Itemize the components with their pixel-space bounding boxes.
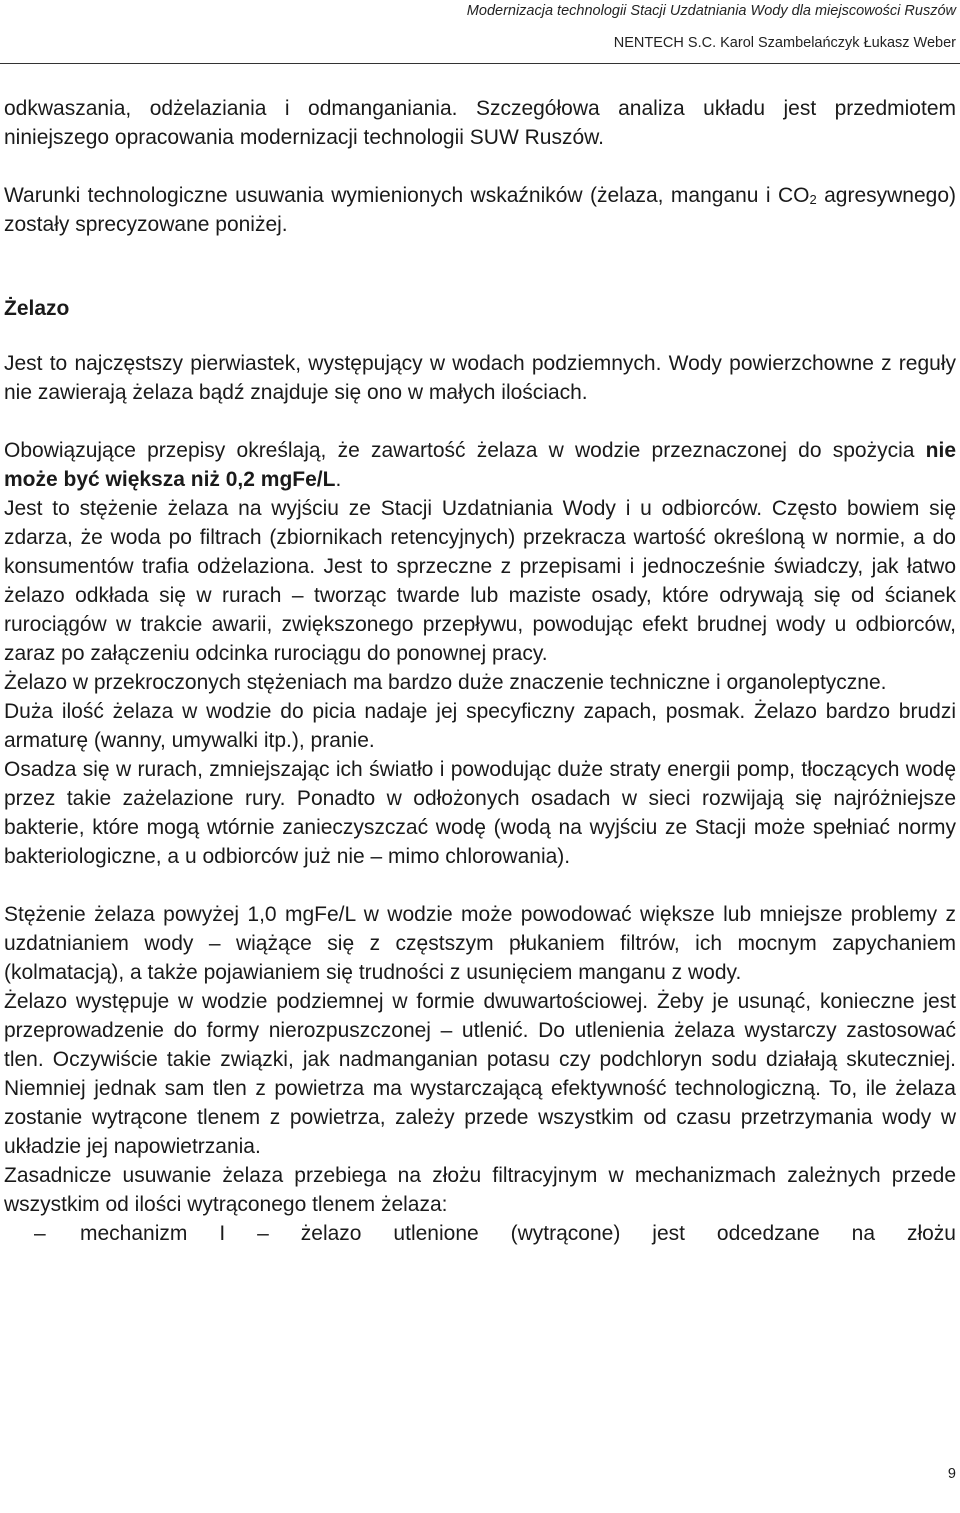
paragraph: Jest to stężenie żelaza na wyjściu ze Stacji Uzdatniania Wody i u odbiorców. Często bowiem się zdarza, że woda po filtrach (zbiornikach retencyjnych) przekracza wartość określoną w normie, a do konsumentów trafia odżelaziona. Jest to sprzeczne z przepisami i jednocześnie świadczy, jak łatwo żelazo odkłada się w rurach – tworząc twarde lub maziste osady, które odrywają się od ścianek rurociągów w trakcie awarii, zwiększonego przepływu, powodując efekt brudnej wody u odbiorców, zaraz po załączeniu odcinka rurociągu do ponownej pracy. <box>4 497 956 665</box>
paragraph: Stężenie żelaza powyżej 1,0 mgFe/L w wodzie może powodować większe lub mniejsze problemy z uzdatnianiem wody – wiążące się z częstszym płukaniem filtrów, ich mocnym zapychaniem (kolmatacją), a także pojawianiem się trudności z usunięciem manganu z wody. <box>4 903 956 984</box>
paragraph: Duża ilość żelaza w wodzie do picia nadaje jej specyficzny zapach, posmak. Żelazo bardzo brudzi armaturę (wanny, umywalki itp.), pranie. <box>4 700 956 752</box>
paragraph: Zasadnicze usuwanie żelaza przebiega na złożu filtracyjnym w mechanizmach zależnych przede wszystkim od ilości wytrąconego tlenem żelaza: <box>4 1164 956 1216</box>
company-name: NENTECH S.C. Karol Szambelańczyk Łukasz Weber <box>613 35 956 51</box>
header-rule <box>0 63 960 64</box>
paragraph: Obowiązujące przepisy określają, że zawartość żelaza w wodzie przeznaczonej do spożycia nie może być większa niż 0,2 mgFe/L. <box>4 439 956 491</box>
document-title: Modernizacja technologii Stacji Uzdatniania Wody dla miejscowości Ruszów <box>466 3 956 19</box>
limit-value: nie może być większa niż 0,2 mgFe/L <box>4 439 956 491</box>
paragraph: Warunki technologiczne usuwania wymienionych wskaźników (żelaza, manganu i $CO_2$ agresywnego) zostały sprecyzowane poniżej. <box>4 184 956 236</box>
paragraph: odkwaszania, odżelaziania i odmanganiania. Szczegółowa analiza układu jest przedmiotem niniejszego opracowania modernizacji technologii SUW Ruszów. <box>4 97 956 149</box>
running-header <box>467 0 956 53</box>
section-heading: Żelazo <box>4 297 70 320</box>
list-item <box>4 1219 956 1248</box>
paragraph: Jest to najczęstszy pierwiastek, występujący w wodach podziemnych. Wody powierzchowne z reguły nie zawierają żelaza bądź znajduje się ono w małych ilościach. <box>4 352 956 404</box>
paragraph: Żelazo w przekroczonych stężeniach ma bardzo duże znaczenie techniczne i organoleptyczne. <box>4 671 887 694</box>
paragraph: Osadza się w rurach, zmniejszając ich światło i powodując duże straty energii pomp, tłoczących wodę przez takie zażelazione rury. Ponadto w odłożonych osadach w sieci rozwijają się najróżniejsze bakterie, które mogą wtórnie zanieczyszczać wodę (wodą na wyjściu ze Stacji może spełniać normy bakteriologiczne, a u odbiorców już nie – mimo chlorowania). <box>4 758 956 868</box>
page-number: 9 <box>947 1466 956 1482</box>
paragraph: Żelazo występuje w wodzie podziemnej w formie dwuwartościowej. Żeby je usunąć, konieczne jest przeprowadzenie do formy nierozpuszczonej – utlenić. Do utlenienia żelaza wystarczy zastosować tlen. Oczywiście takie związki, jak nadmanganian potasu czy podchloryn sodu działają skuteczniej. Niemniej jednak sam tlen z powietrza ma wystarczającą efektywność technologiczną. To, ile żelaza zostanie wytrącone tlenem z powietrza, zależy przede wszystkim od czasu przetrzymania wody w układzie jej napowietrzania. <box>4 990 956 1158</box>
list-dash: – <box>34 1222 46 1245</box>
list-item-text: mechanizm I – żelazo utlenione (wytrącone) jest odcedzane na złożu <box>80 1222 956 1245</box>
page-body <box>4 94 956 1248</box>
